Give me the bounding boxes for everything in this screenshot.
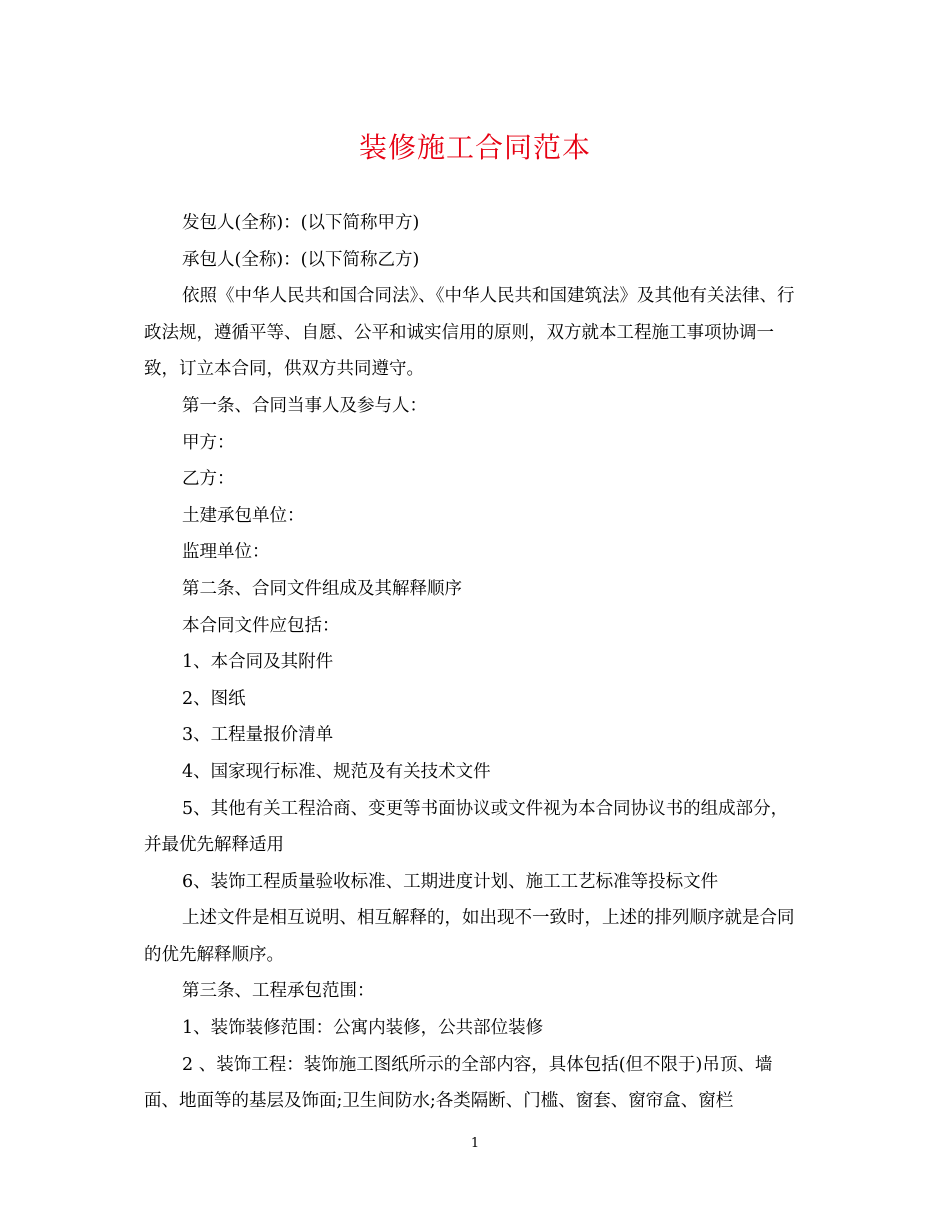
document-title: 装修施工合同范本 xyxy=(358,131,591,164)
paragraph-article-1: 第一条、合同当事人及参与人： xyxy=(182,395,427,416)
paragraph-party-b: 乙方： xyxy=(182,469,235,490)
paragraph-scope-2: 2 、装饰工程：装饰施工图纸所示的全部内容，具体包括(但不限于)吊顶、墙面、地面等的基层及饰面;卫生间防水;各类隔断、门槛、窗套、窗帘盒、窗栏 xyxy=(144,1054,773,1112)
page-number: 1 xyxy=(470,1136,480,1151)
document-body xyxy=(144,205,804,1120)
paragraph-item-3: 3、工程量报价清单 xyxy=(182,725,334,746)
paragraph-item-6: 6、装饰工程质量验收标准、工期进度计划、施工工艺标准等投标文件 xyxy=(182,871,719,892)
paragraph-article-3: 第三条、工程承包范围： xyxy=(182,981,375,1002)
paragraph-article-2: 第二条、合同文件组成及其解释顺序 xyxy=(182,578,462,599)
paragraph-legal-basis: 依照《中华人民共和国合同法》、《中华人民共和国建筑法》及其他有关法律、行政法规，遵循平等、自愿、公平和诚实信用的原则，双方就本工程施工事项协调一致，订立本合同，供双方共同遵守。 xyxy=(144,286,795,380)
paragraph-item-5: 5、其他有关工程洽商、变更等书面协议或文件视为本合同协议书的组成部分，并最优先解释适用 xyxy=(144,798,789,856)
paragraph-scope-1: 1、装饰装修范围：公寓内装修，公共部位装修 xyxy=(182,1018,544,1039)
paragraph-civil-contractor: 土建承包单位： xyxy=(182,505,305,526)
paragraph-employer: 发包人(全称)：(以下简称甲方) xyxy=(182,213,420,233)
paragraph-documents-include: 本合同文件应包括： xyxy=(182,615,340,636)
paragraph-precedence: 上述文件是相互说明、相互解释的，如出现不一致时，上述的排列顺序就是合同的优先解释顺序。 xyxy=(144,908,795,965)
paragraph-supervisor: 监理单位： xyxy=(182,542,270,563)
paragraph-item-2: 2、图纸 xyxy=(182,688,246,709)
paragraph-contractor: 承包人(全称)：(以下简称乙方) xyxy=(182,249,420,270)
paragraph-party-a: 甲方： xyxy=(182,432,235,453)
paragraph-item-1: 1、本合同及其附件 xyxy=(182,652,334,673)
paragraph-item-4: 4、国家现行标准、规范及有关技术文件 xyxy=(182,761,491,782)
